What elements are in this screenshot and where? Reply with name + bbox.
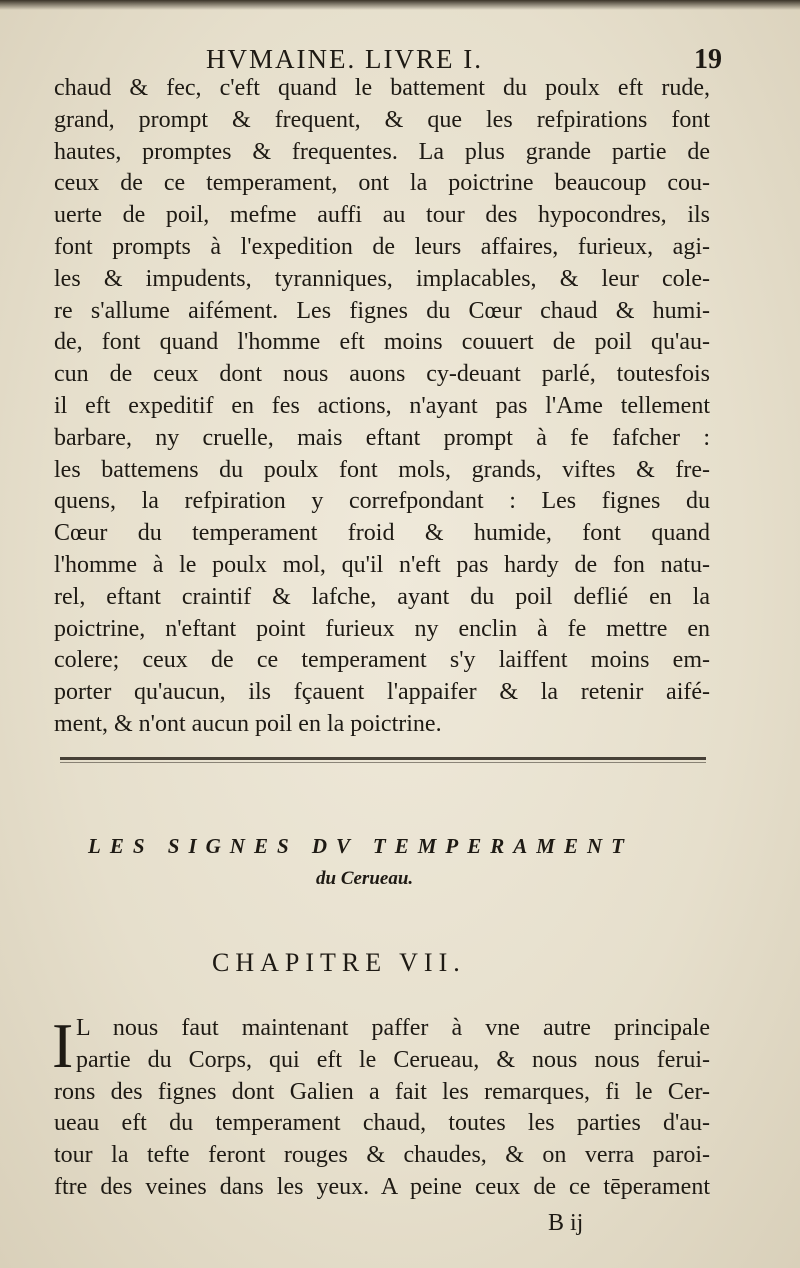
page-edge-shadow: [0, 0, 800, 10]
text-line: barbare, ny cruelle, mais eftant prompt à fe fafcher :: [54, 424, 710, 451]
text-line: chaud & fec, c'eft quand le battement du poulx eft rude,: [54, 75, 710, 101]
section-rule-thin: [60, 762, 706, 763]
text-line: rons des fignes dont Galien a fait les remarques, fi le Cer-: [54, 1078, 710, 1105]
text-line: ftre des veines dans les yeux. A peine ceux de ce tēperament: [54, 1173, 710, 1200]
text-line: ceux de ce temperament, ont la poictrine beaucoup cou-: [54, 170, 710, 197]
section-heading-line1: LES SIGNES DV TEMPERAMENT: [88, 834, 633, 858]
text-line: tour la tefte feront rouges & chaudes, & on verra paroi-: [54, 1142, 710, 1169]
text-line: hautes, promptes & frequentes. La plus grande partie de: [54, 138, 710, 165]
running-head-title: HVMAINE. LIVRE I.: [206, 44, 483, 74]
body-text: [54, 73, 710, 741]
page-number: 19: [694, 44, 722, 75]
section-rule: [60, 757, 706, 760]
text-line: Cœur du temperament froid & humide, font quand: [54, 520, 710, 547]
text-line: l'homme à le poulx mol, qu'il n'eft pas hardy de fon natu-: [54, 551, 710, 578]
drop-cap: I: [52, 1010, 74, 1081]
text-line: L nous faut maintenant paffer à vne autre principale: [76, 1015, 710, 1041]
text-line: grand, prompt & frequent, & que les refpirations font: [54, 106, 710, 133]
text-line: porter qu'aucun, ils fçauent l'appaifer & la retenir aifé-: [54, 679, 710, 706]
text-line: cun de ceux dont nous auons cy-deuant parlé, toutesfois: [54, 361, 710, 388]
chapter-title: CHAPITRE VII.: [212, 948, 466, 977]
text-line: font prompts à l'expedition de leurs affaires, furieux, agi-: [54, 233, 710, 260]
signature-mark: B ij: [548, 1210, 584, 1236]
text-line-last: ment, & n'ont aucun poil en la poictrine.: [54, 710, 442, 737]
text-line: poictrine, n'eftant point furieux ny enclin à fe mettre en: [54, 615, 710, 642]
section-heading-line2: du Cerueau.: [316, 868, 414, 889]
text-line: il eft expeditif en fes actions, n'ayant pas l'Ame tellement: [54, 392, 710, 419]
text-line: de, font quand l'homme eft moins couuert de poil qu'au-: [54, 329, 710, 356]
text-line: partie du Corps, qui eft le Cerueau, & nous nous ferui-: [76, 1046, 710, 1073]
text-line: quens, la refpiration y correfpondant : Les fignes du: [54, 488, 710, 515]
text-line: colere; ceux de ce temperament s'y laiffent moins em-: [54, 647, 710, 674]
text-line: rel, eftant craintif & lafche, ayant du poil deflié en la: [54, 583, 710, 610]
text-line: les battemens du poulx font mols, grands, viftes & fre-: [54, 456, 710, 483]
text-line: ueau eft du temperament chaud, toutes les parties d'au-: [54, 1110, 710, 1137]
text-line: re s'allume aifément. Les fignes du Cœur chaud & humi-: [54, 297, 710, 324]
text-line: les & impudents, tyranniques, implacables, & leur cole-: [54, 265, 710, 292]
text-line: uerte de poil, mefme auffi au tour des hypocondres, ils: [54, 202, 710, 229]
chapter-text: [52, 1010, 710, 1204]
